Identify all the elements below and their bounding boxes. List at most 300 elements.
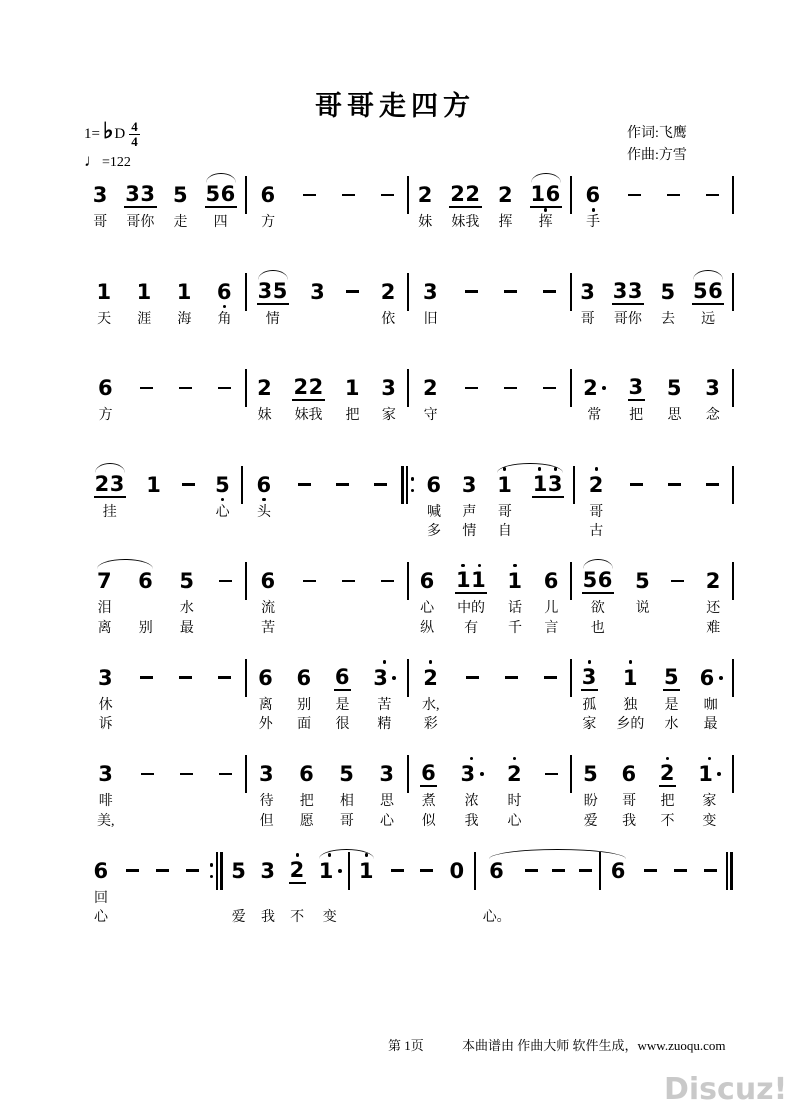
octave-dots-high <box>544 659 557 666</box>
measure <box>84 562 245 638</box>
note-core <box>622 659 639 696</box>
octave-dots-high <box>628 176 641 183</box>
lyric-syllable: 别 <box>138 620 153 636</box>
lyric-syllable: 思 <box>379 794 394 809</box>
note-number: 3 <box>373 665 389 690</box>
note-token <box>530 176 562 252</box>
note-token <box>585 176 602 252</box>
repeat-dot <box>210 863 214 867</box>
notes-row <box>84 176 734 252</box>
octave-dot <box>296 853 299 856</box>
note-digits <box>298 473 311 497</box>
octave-dot <box>221 498 224 501</box>
measure <box>416 466 573 542</box>
note-number: 2 <box>423 376 439 400</box>
note-digits <box>630 473 643 497</box>
note-core <box>581 659 598 696</box>
octave-dots-high <box>705 562 722 569</box>
octave-dots-high <box>622 659 639 666</box>
note-core <box>156 852 169 889</box>
note-token <box>141 755 154 831</box>
key-signature <box>84 120 140 148</box>
barline <box>730 852 733 890</box>
lyric-syllable: 话 <box>507 601 522 616</box>
note-token <box>466 659 479 735</box>
lyric-syllable: 也 <box>590 620 605 636</box>
octave-dots-high <box>666 369 683 376</box>
note-number: 6 <box>543 569 559 593</box>
lyric-syllable: 休 <box>98 697 113 713</box>
note-digits <box>465 376 478 400</box>
note-token <box>544 659 557 735</box>
note-digits <box>381 569 394 593</box>
octave-dots-high <box>97 755 114 762</box>
note-token <box>704 852 717 928</box>
note-token <box>543 562 560 638</box>
dash-extension <box>628 194 641 197</box>
note-core <box>659 755 676 792</box>
note-number: 33 <box>612 278 644 303</box>
note-digits <box>506 762 523 786</box>
octave-dot <box>554 467 557 470</box>
note-core <box>461 466 478 503</box>
lyric-syllable: 苦 <box>377 697 392 713</box>
octave-dots-high <box>342 176 355 183</box>
barline <box>732 659 734 697</box>
lyric-syllable: 家 <box>381 408 396 423</box>
dash-extension <box>465 387 478 390</box>
note-token <box>582 562 614 638</box>
measure <box>84 755 245 831</box>
note-token <box>381 562 394 638</box>
note-core <box>380 369 397 406</box>
repeat-begin-barline <box>400 466 417 504</box>
octave-dots-high <box>136 273 153 280</box>
note-token <box>96 273 113 349</box>
octave-dots-high <box>425 466 442 473</box>
measure <box>572 176 733 252</box>
dash-extension <box>179 676 192 679</box>
note-token <box>180 755 193 831</box>
note-number: 6 <box>138 569 154 593</box>
note-core <box>666 369 683 406</box>
dash-extension <box>504 387 517 390</box>
note-token <box>216 273 233 349</box>
lyric-syllable: 妹 <box>418 215 433 230</box>
note-core <box>97 755 114 792</box>
octave-dots-high <box>381 562 394 569</box>
octave-dots-high <box>374 466 387 473</box>
note-core <box>309 273 326 310</box>
octave-dot <box>429 660 432 663</box>
score-system <box>84 852 734 949</box>
note-core <box>259 852 276 889</box>
note-core <box>256 369 273 406</box>
note-token <box>465 369 478 445</box>
note-digits <box>186 859 199 883</box>
note-number: 5 <box>663 664 680 689</box>
note-core <box>663 659 680 696</box>
octave-dots-high <box>704 852 717 859</box>
note-number: 2 <box>705 569 721 593</box>
note-token <box>342 176 355 252</box>
octave-dot <box>592 208 595 211</box>
note-core <box>497 176 514 213</box>
octave-dot <box>629 660 632 663</box>
note-core <box>137 562 154 599</box>
note-digits <box>296 666 313 690</box>
repeat-dot <box>210 875 214 879</box>
octave-dots-high <box>545 755 558 762</box>
note-core <box>532 466 564 503</box>
note-token <box>92 852 109 928</box>
note-token <box>145 466 162 542</box>
note-digits <box>504 376 517 400</box>
note-core <box>136 273 153 310</box>
note-digits <box>588 473 605 497</box>
lyric-syllable: 喊 <box>426 504 441 520</box>
octave-dots-high <box>137 562 154 569</box>
octave-dots-high <box>419 562 436 569</box>
note-core <box>380 273 397 310</box>
dash-extension <box>545 773 558 776</box>
measure <box>84 852 208 928</box>
note-token <box>219 755 232 831</box>
note-digits <box>336 473 349 497</box>
dash-extension <box>219 580 232 583</box>
note-core <box>257 273 289 310</box>
augmentation-dot <box>338 869 342 873</box>
octave-dots-high <box>260 176 277 183</box>
octave-dots-high <box>179 369 192 376</box>
note-digits <box>96 280 113 304</box>
note-token <box>289 852 306 928</box>
note-token <box>692 273 724 349</box>
octave-dots-high <box>96 273 113 280</box>
note-digits <box>621 762 638 786</box>
octave-dots-high <box>96 562 113 569</box>
note-digits <box>706 183 719 207</box>
note-core <box>145 466 162 503</box>
barline <box>726 852 728 890</box>
note-token <box>303 176 316 252</box>
credits-block <box>627 123 687 167</box>
notes-row <box>84 369 734 445</box>
note-token <box>378 755 395 831</box>
notes-row <box>84 562 734 638</box>
octave-dots-high <box>659 273 676 280</box>
lyric-syllable: 独 <box>623 697 638 713</box>
measure <box>243 466 400 542</box>
octave-dots-high <box>630 466 643 473</box>
note-digits <box>346 280 359 304</box>
lyric-syllable: 我 <box>622 813 637 829</box>
dash-extension <box>504 290 517 293</box>
note-core <box>706 466 719 503</box>
lyric-syllable: 旧 <box>423 311 438 327</box>
note-core <box>543 562 560 599</box>
octave-dots-high <box>506 755 523 762</box>
note-number: 56 <box>582 568 613 592</box>
lyric-syllable: 情 <box>265 311 280 327</box>
note-number: 5 <box>635 569 651 593</box>
repeat-end-barline <box>208 852 225 890</box>
note-token <box>706 176 719 252</box>
note-core <box>92 852 109 889</box>
note-core <box>579 273 596 310</box>
augmentation-dot <box>602 386 606 390</box>
lyric-syllable: 泪 <box>97 601 112 616</box>
note-number: 1 <box>622 665 638 690</box>
note-digits <box>256 376 273 400</box>
note-core <box>126 852 139 889</box>
octave-dot <box>513 564 516 567</box>
note-token <box>706 466 719 542</box>
octave-dots-high <box>186 852 199 859</box>
note-token <box>582 369 606 445</box>
note-number: 1 <box>358 858 374 883</box>
note-core <box>258 755 275 792</box>
note-token <box>419 562 436 638</box>
note-core <box>298 466 311 503</box>
note-token <box>303 562 316 638</box>
lyric-syllable: 心 <box>507 813 522 829</box>
note-token <box>705 562 722 638</box>
note-token <box>668 466 681 542</box>
note-digits <box>425 473 442 497</box>
score-system <box>84 562 734 659</box>
octave-dots-high <box>358 852 375 859</box>
note-core <box>545 755 558 792</box>
time-signature <box>129 120 140 149</box>
note-token <box>505 659 518 735</box>
measure <box>84 659 245 735</box>
dash-extension <box>543 387 556 390</box>
octave-dots-high <box>579 273 596 280</box>
dash-extension <box>342 194 355 197</box>
note-token <box>256 369 273 445</box>
note-number: 1 <box>698 762 714 786</box>
octave-dots-high <box>218 659 231 666</box>
note-number: 3 <box>381 376 397 400</box>
octave-dots-high <box>303 176 316 183</box>
octave-dot <box>503 467 506 470</box>
dash-extension <box>141 773 154 776</box>
octave-dots-high <box>579 852 592 859</box>
note-core <box>621 755 638 792</box>
lyric-syllable: 心。 <box>482 910 511 925</box>
score-system <box>84 755 734 852</box>
barline <box>401 466 404 504</box>
note-number: 3 <box>98 665 114 690</box>
dash-extension <box>381 194 394 197</box>
note-number: 56 <box>205 182 236 206</box>
note-number: 6 <box>489 858 505 883</box>
note-token <box>579 273 596 349</box>
lyric-syllable: 涯 <box>137 311 152 327</box>
octave-dots-high <box>504 369 517 376</box>
lyric-syllable: 欲 <box>590 601 605 616</box>
note-number: 1 <box>344 376 361 400</box>
note-core <box>296 659 313 696</box>
note-number: 3 <box>92 183 108 207</box>
note-number: 3 <box>461 472 477 497</box>
note-core <box>506 755 523 792</box>
note-token <box>420 852 433 928</box>
note-token <box>255 466 272 542</box>
note-token <box>257 273 289 349</box>
lyric-syllable: 有 <box>464 620 479 636</box>
note-number: 2 <box>257 376 273 400</box>
note-token <box>186 852 199 928</box>
octave-dots-high <box>156 852 169 859</box>
note-token <box>582 755 599 831</box>
octave-dots-high <box>466 659 479 666</box>
note-digits <box>318 859 342 883</box>
augmentation-dot <box>392 676 396 680</box>
note-core <box>544 659 557 696</box>
note-token <box>140 369 153 445</box>
dash-extension <box>303 194 316 197</box>
note-token <box>214 466 231 542</box>
note-digits <box>532 473 564 497</box>
lyric-syllable: 心 <box>420 601 435 616</box>
note-token <box>630 466 643 542</box>
note-core <box>218 659 231 696</box>
note-digits <box>205 183 237 207</box>
octave-dots-high <box>97 369 114 376</box>
note-token <box>230 852 247 928</box>
repeat-dot <box>411 489 415 493</box>
note-digits <box>292 376 324 400</box>
octave-dots-high <box>182 466 195 473</box>
note-token <box>543 369 556 445</box>
barline <box>732 466 734 504</box>
lyric-syllable: 纵 <box>420 620 435 636</box>
dash-extension <box>186 869 199 872</box>
octave-dots-high <box>172 176 189 183</box>
octave-dot <box>595 467 598 470</box>
dash-extension <box>667 194 680 197</box>
octave-dots-high <box>342 562 355 569</box>
octave-dots-high <box>318 852 342 859</box>
note-token <box>344 369 361 445</box>
octave-dots-high <box>461 466 478 473</box>
note-number: 3 <box>379 762 395 786</box>
octave-dots-high <box>465 273 478 280</box>
note-core <box>552 852 565 889</box>
note-core <box>342 176 355 213</box>
octave-dots-high <box>216 273 233 280</box>
note-core <box>543 273 556 310</box>
lyric-syllable: 声 <box>462 504 477 520</box>
lyric-syllable: 离 <box>258 697 273 713</box>
note-core <box>358 852 375 889</box>
octave-dots-high <box>422 369 439 376</box>
octave-dots-high <box>338 755 355 762</box>
key-tempo-block <box>84 120 140 171</box>
dash-extension <box>126 869 139 872</box>
lyric-syllable: 心 <box>215 504 230 520</box>
measure <box>476 852 600 928</box>
note-digits <box>543 376 556 400</box>
note-number: 6 <box>260 569 276 593</box>
augmentation-dot <box>480 772 484 776</box>
note-token <box>136 273 153 349</box>
note-core <box>180 755 193 792</box>
note-token <box>179 659 192 735</box>
note-digits <box>628 376 645 400</box>
lyric-syllable: 千 <box>507 620 522 636</box>
note-core <box>92 176 109 213</box>
measure <box>409 659 570 735</box>
lyric-syllable: 水, <box>422 697 440 713</box>
note-digits <box>581 666 598 690</box>
note-token <box>178 562 195 638</box>
note-token <box>504 273 517 349</box>
octave-dots-high <box>346 273 359 280</box>
note-token <box>172 176 189 252</box>
note-digits <box>309 280 326 304</box>
note-token <box>422 659 440 735</box>
lyric-syllable: 方 <box>98 408 113 423</box>
lyric-syllable: 手 <box>586 215 601 230</box>
note-number: 6 <box>419 569 435 593</box>
note-digits <box>289 859 306 883</box>
note-digits <box>705 569 722 593</box>
dash-extension <box>420 869 433 872</box>
note-token <box>126 852 139 928</box>
note-core <box>391 852 404 889</box>
octave-dots-high <box>422 659 439 666</box>
lyric-syllable: 多 <box>426 524 441 539</box>
octave-dots-high <box>391 852 404 859</box>
note-core <box>628 369 645 406</box>
note-core <box>496 466 513 503</box>
note-number: 3 <box>423 279 439 304</box>
note-number: 3 <box>310 279 326 304</box>
note-token <box>704 369 721 445</box>
barline <box>732 369 734 407</box>
note-core <box>344 369 361 406</box>
lyric-syllable: 美, <box>97 813 115 829</box>
octave-dots-high <box>257 659 274 666</box>
lyric-syllable: 相 <box>339 794 354 809</box>
note-number: 6 <box>299 762 315 786</box>
note-digits <box>582 376 606 400</box>
note-number: 13 <box>532 471 563 496</box>
octave-dots-high <box>372 659 396 666</box>
note-number: 3 <box>259 762 275 786</box>
dash-extension <box>374 483 387 486</box>
note-digits <box>460 762 484 786</box>
note-token <box>525 852 538 928</box>
note-digits <box>140 376 153 400</box>
note-token <box>504 369 517 445</box>
dash-extension <box>303 580 316 583</box>
dash-extension <box>543 290 556 293</box>
lyric-syllable: 家 <box>582 717 597 732</box>
note-core <box>422 659 439 696</box>
note-digits <box>178 569 195 593</box>
lyric-syllable: 哥 <box>93 215 108 230</box>
note-token <box>137 562 154 638</box>
lyric-syllable: 把 <box>299 794 314 809</box>
note-token <box>628 369 645 445</box>
note-digits <box>380 280 397 304</box>
lyric-syllable: 古 <box>589 524 604 539</box>
note-digits <box>449 183 481 207</box>
